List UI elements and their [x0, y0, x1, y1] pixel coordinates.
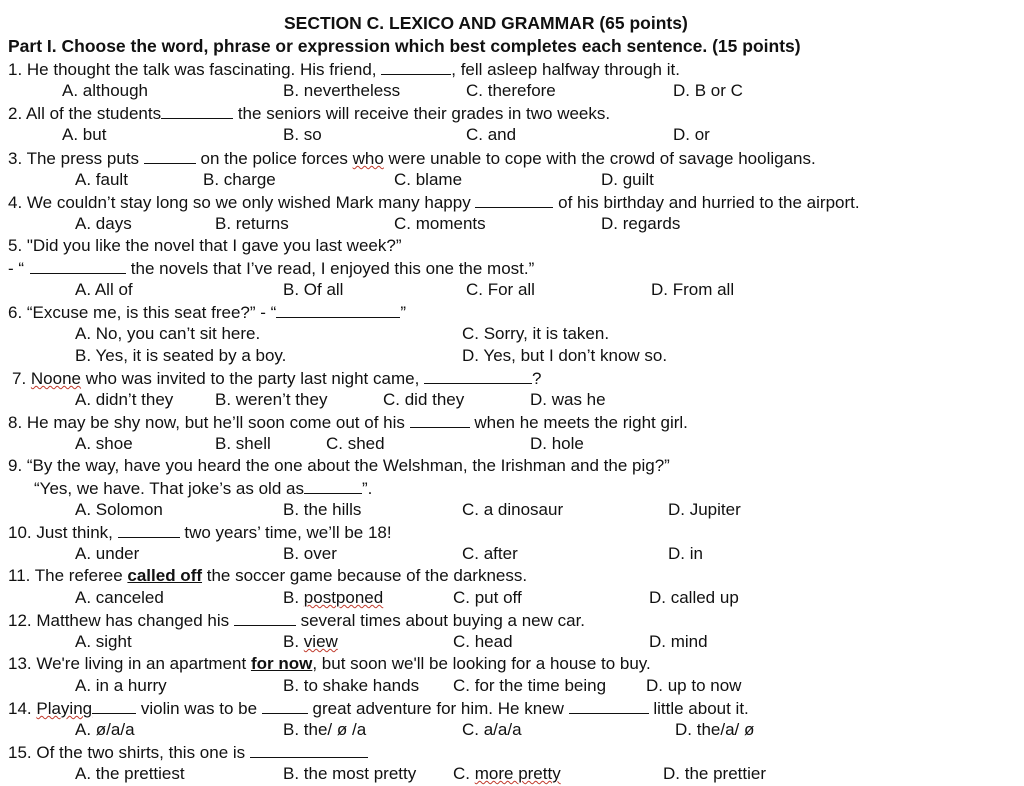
q15-option-a: A. the prettiest: [75, 764, 185, 783]
q10-option-d: D. in: [668, 544, 703, 563]
q11-option-b: B. postponed: [283, 588, 384, 607]
q11-option-a: A. canceled: [75, 588, 164, 607]
q11-option-d: D. called up: [649, 588, 739, 607]
q2-option-c: C. and: [466, 125, 517, 144]
q14-option-b: B. the/ ø /a: [283, 720, 367, 739]
question-9-reply: “Yes, we have. That joke’s as old as ”.: [34, 479, 373, 498]
q4-option-c: C. moments: [394, 214, 486, 233]
q7-option-c: C. did they: [383, 390, 465, 409]
q7-option-a: A. didn’t they: [75, 390, 174, 409]
q7-option-b: B. weren’t they: [215, 390, 328, 409]
question-7: 7. Noone who was invited to the party last night came, ?: [12, 369, 542, 388]
question-5-reply: - “ the novels that I’ve read, I enjoyed this one the most.”: [8, 259, 535, 278]
answer-blank: [262, 698, 308, 714]
q3-option-c: C. blame: [394, 170, 463, 189]
answer-blank: [161, 103, 233, 119]
q5-option-c: C. For all: [466, 280, 535, 299]
q13-option-a: A. in a hurry: [75, 676, 167, 695]
q12-option-b: B. view: [283, 632, 338, 651]
q4-option-d: D. regards: [601, 214, 681, 233]
q3-option-b: B. charge: [203, 170, 276, 189]
answer-blank: [144, 148, 196, 164]
q12-option-c: C. head: [453, 632, 513, 651]
q13-option-c: C. for the time being: [453, 676, 607, 695]
q5-option-d: D. From all: [651, 280, 735, 299]
question-12: 12. Matthew has changed his several times about buying a new car.: [8, 611, 586, 630]
answer-blank: [30, 258, 126, 274]
q8-option-a: A. shoe: [75, 434, 133, 453]
answer-blank: [381, 59, 451, 75]
question-13: 13. We're living in an apartment for now, but soon we'll be looking for a house to buy.: [8, 654, 651, 673]
q1-option-d: D. B or C: [673, 81, 743, 100]
q8-option-c: C. shed: [326, 434, 385, 453]
q6-option-b: B. Yes, it is seated by a boy.: [75, 346, 287, 365]
answer-blank: [234, 610, 296, 626]
q1-option-b: B. nevertheless: [283, 81, 401, 100]
answer-blank: [92, 698, 136, 714]
question-15: 15. Of the two shirts, this one is: [8, 742, 368, 763]
q13-option-b: B. to shake hands: [283, 676, 420, 695]
q14-option-d: D. the/a/ ø: [675, 720, 755, 739]
question-6: 6. “Excuse me, is this seat free?” - “ ”: [8, 303, 406, 322]
q3-option-a: A. fault: [75, 170, 128, 189]
q9-option-d: D. Jupiter: [668, 500, 741, 519]
q15-option-d: D. the prettier: [663, 764, 766, 783]
question-3: 3. The press puts on the police forces who were unable to cope with the crowd of savage hooligans.: [8, 149, 816, 168]
answer-blank: [276, 302, 400, 318]
q1-option-c: C. therefore: [466, 81, 556, 100]
question-8: 8. He may be shy now, but he’ll soon come out of his when he meets the right girl.: [8, 413, 688, 432]
answer-blank: [424, 368, 532, 384]
q8-option-d: D. hole: [530, 434, 584, 453]
q7-option-d: D. was he: [530, 390, 606, 409]
q4-option-b: B. returns: [215, 214, 289, 233]
answer-blank: [304, 478, 362, 494]
question-1: 1. He thought the talk was fascinating. His friend, , fell asleep halfway through it.: [8, 60, 680, 79]
q6-option-d: D. Yes, but I don’t know so.: [462, 346, 668, 365]
q6-option-c: C. Sorry, it is taken.: [462, 324, 610, 343]
q4-option-a: A. days: [75, 214, 132, 233]
answer-blank: [569, 698, 649, 714]
q2-option-b: B. so: [283, 125, 322, 144]
q1-option-a: A. although: [62, 81, 149, 100]
question-10: 10. Just think, two years’ time, we’ll be 18!: [8, 523, 392, 542]
q14-option-c: C. a/a/a: [462, 720, 522, 739]
part-title: Part I. Choose the word, phrase or expression which best completes each sentence. (15 points): [8, 36, 801, 56]
q10-option-a: A. under: [75, 544, 140, 563]
question-9: 9. “By the way, have you heard the one about the Welshman, the Irishman and the pig?”: [8, 456, 670, 475]
answer-blank: [475, 192, 553, 208]
q2-option-a: A. but: [62, 125, 107, 144]
q2-option-d: D. or: [673, 125, 710, 144]
section-title: SECTION C. LEXICO AND GRAMMAR (65 points): [284, 13, 688, 33]
question-14: 14. Playing violin was to be great adventure for him. He knew little about it.: [8, 699, 749, 718]
question-2: 2. All of the students the seniors will receive their grades in two weeks.: [8, 104, 611, 123]
q5-option-a: A. All of: [75, 280, 133, 299]
q6-option-a: A. No, you can’t sit here.: [75, 324, 261, 343]
answer-blank: [118, 522, 180, 538]
q3-option-d: D. guilt: [601, 170, 654, 189]
q5-option-b: B. Of all: [283, 280, 344, 299]
q9-option-a: A. Solomon: [75, 500, 163, 519]
q12-option-a: A. sight: [75, 632, 132, 651]
q11-option-c: C. put off: [453, 588, 522, 607]
q14-option-a: A. ø/a/a: [75, 720, 135, 739]
q10-option-b: B. over: [283, 544, 337, 563]
q15-option-b: B. the most pretty: [283, 764, 417, 783]
q9-option-c: C. a dinosaur: [462, 500, 564, 519]
question-11: 11. The referee called off the soccer game because of the darkness.: [8, 566, 528, 585]
q15-option-c: C. more pretty: [453, 764, 561, 783]
q12-option-d: D. mind: [649, 632, 708, 651]
q8-option-b: B. shell: [215, 434, 271, 453]
answer-blank: [410, 412, 470, 428]
question-4: 4. We couldn’t stay long so we only wished Mark many happy of his birthday and hurried to the airport.: [8, 193, 860, 212]
q9-option-b: B. the hills: [283, 500, 362, 519]
q13-option-d: D. up to now: [646, 676, 742, 695]
question-5: 5. "Did you like the novel that I gave you last week?”: [8, 236, 402, 255]
q10-option-c: C. after: [462, 544, 518, 563]
answer-blank: [250, 742, 368, 758]
